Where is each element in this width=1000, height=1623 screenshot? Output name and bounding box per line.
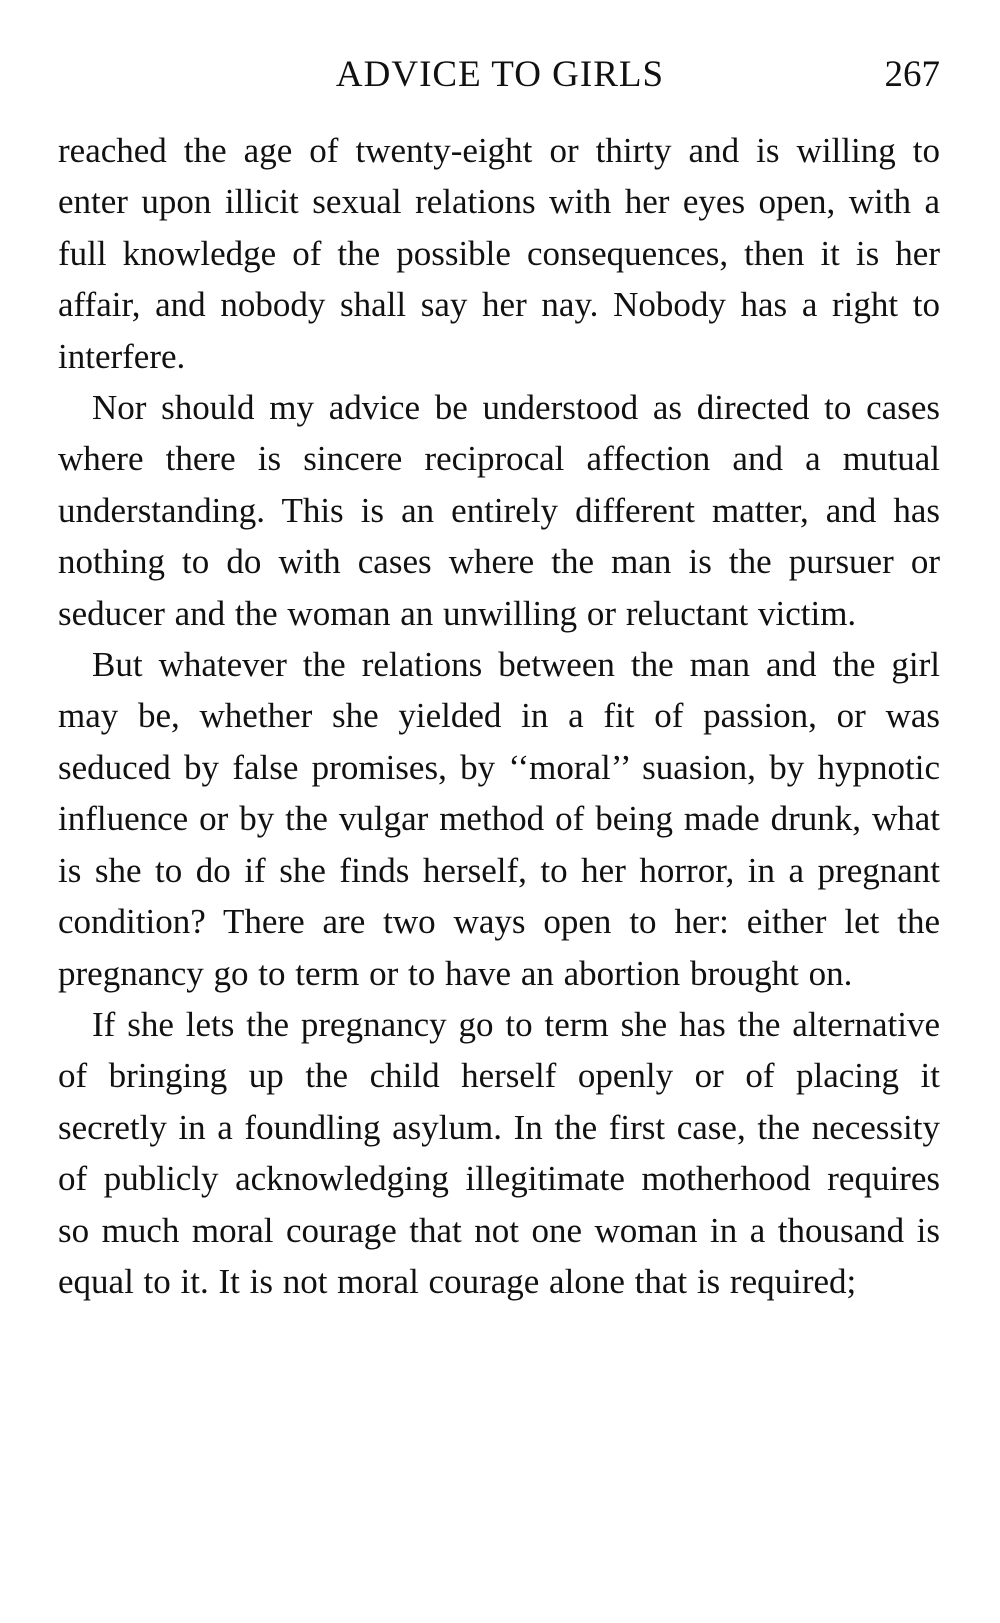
paragraph: Nor should my advice be understood as directed to cases where there is sincere reciprocal affection and a mutual understanding. This is an entirely different matter, and has nothing to do with cases where the man is the pursuer or seducer and the woman an unwilling or reluctant victim. [58, 388, 940, 633]
paragraph-continued: reached the age of twenty-eight or thirty and is willing to enter upon illicit sexual relations with her eyes open, with a full knowledge of the possible consequences, then it is her affair, and nobody shall say her nay. Nobody has a right to interfere. [58, 131, 940, 376]
paragraph: But whatever the relations between the man and the girl may be, whether she yielded in a fit of passion, or was seduced by false promises, by ‘‘moral’’ suasion, by hypnotic influence or by the vulgar method of being made drunk, what is she to do if she finds herself, to her horror, in a pregnant condition? There are two ways open to her: either let the pregnancy go to term or to have an abortion brought on. [58, 645, 940, 993]
body-text [58, 125, 940, 1307]
running-head [60, 50, 940, 100]
running-title: ADVICE TO GIRLS [335, 54, 665, 95]
page-number: 267 [884, 54, 940, 95]
paragraph: If she lets the pregnancy go to term she has the alternative of bringing up the child herself openly or of placing it secretly in a foundling asylum. In the first case, the necessity of publicly acknowledging illegitimate motherhood requires so much moral courage that not one woman in a thousand is equal to it. It is not moral courage alone that is required; [58, 1004, 940, 1301]
